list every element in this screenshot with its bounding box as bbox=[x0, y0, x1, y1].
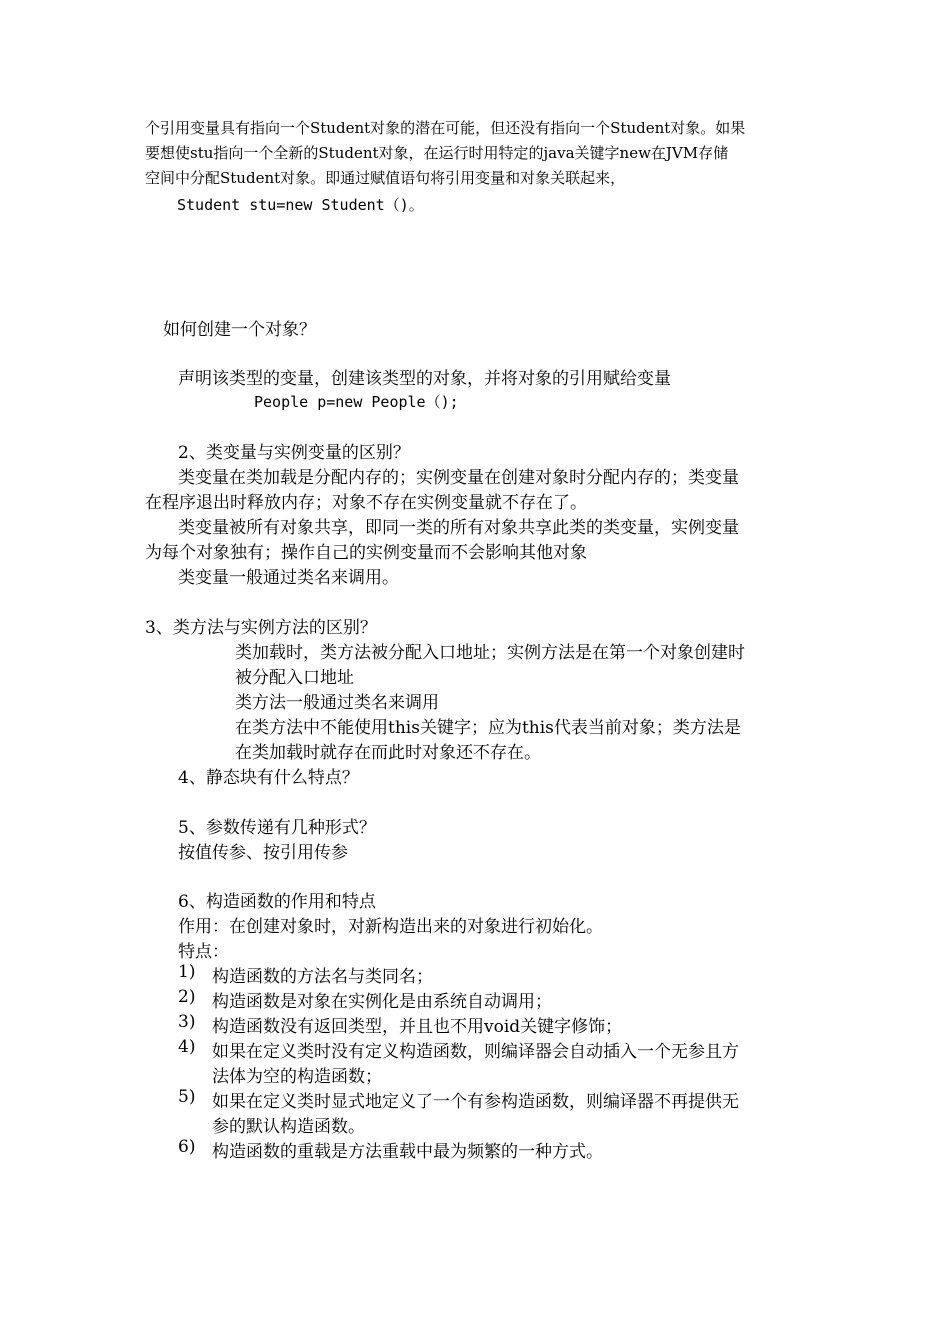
q6-item-3-num: 3) bbox=[178, 1012, 196, 1032]
q6-item-5-text-line-1: 如果在定义类时显式地定义了一个有参构造函数，则编译器不再提供无 bbox=[212, 1092, 739, 1112]
intro-code: Student stu=new Student（)。 bbox=[177, 196, 424, 214]
q2-line-2: 在程序退出时释放内存；对象不存在实例变量就不存在了。 bbox=[145, 493, 587, 513]
q6-item-1-text: 构造函数的方法名与类同名； bbox=[212, 967, 433, 987]
q3-line-1: 类加载时，类方法被分配入口地址；实例方法是在第一个对象创建时 bbox=[235, 643, 745, 663]
intro-line-3: 空间中分配Student对象。即通过赋值语句将引用变量和对象关联起来， bbox=[145, 169, 626, 187]
q6-item-4-text-line-1: 如果在定义类时没有定义构造函数，则编译器会自动插入一个无参且方 bbox=[212, 1042, 739, 1062]
q6-item-6-text: 构造函数的重载是方法重载中最为频繁的一种方式。 bbox=[212, 1142, 603, 1162]
q3-line-3: 类方法一般通过类名来调用 bbox=[235, 693, 439, 713]
q5-title: 5、参数传递有几种形式？ bbox=[178, 818, 376, 838]
q6-purpose: 作用：在创建对象时，对新构造出来的对象进行初始化。 bbox=[178, 917, 603, 937]
q5-answer: 按值传参、按引用传参 bbox=[178, 843, 348, 863]
q2-line-4: 为每个对象独有；操作自己的实例变量而不会影响其他对象 bbox=[145, 543, 587, 563]
intro-line-2: 要想使stu指向一个全新的Student对象，在运行时用特定的java关键字new在JVM存储 bbox=[145, 144, 729, 162]
q1-code: People p=new People（); bbox=[254, 393, 459, 411]
q6-item-6-num: 6) bbox=[178, 1137, 196, 1157]
q1-title: 如何创建一个对象？ bbox=[163, 320, 316, 340]
q3-title: 3、类方法与实例方法的区别？ bbox=[145, 618, 377, 638]
q2-line-5: 类变量一般通过类名来调用。 bbox=[178, 568, 399, 588]
q3-line-5: 在类加载时就存在而此时对象还不存在。 bbox=[235, 743, 541, 763]
q6-item-1-num: 1) bbox=[178, 962, 196, 982]
q6-item-4-text-line-2: 法体为空的构造函数； bbox=[212, 1067, 382, 1087]
q3-line-4: 在类方法中不能使用this关键字；应为this代表当前对象；类方法是 bbox=[235, 718, 741, 738]
q6-item-2-num: 2) bbox=[178, 987, 196, 1007]
q1-answer: 声明该类型的变量，创建该类型的对象，并将对象的引用赋给变量 bbox=[178, 369, 671, 389]
q4-title: 4、静态块有什么特点？ bbox=[178, 768, 359, 788]
q6-item-4-num: 4) bbox=[178, 1037, 196, 1057]
q6-item-2-text: 构造函数是对象在实例化是由系统自动调用； bbox=[212, 992, 552, 1012]
q6-item-5-num: 5) bbox=[178, 1087, 196, 1107]
q6-features-label: 特点： bbox=[178, 942, 229, 962]
q2-title: 2、类变量与实例变量的区别？ bbox=[178, 443, 410, 463]
q3-line-2: 被分配入口地址 bbox=[235, 668, 354, 688]
q6-title: 6、构造函数的作用和特点 bbox=[178, 892, 376, 912]
q2-line-3: 类变量被所有对象共享，即同一类的所有对象共享此类的类变量，实例变量 bbox=[178, 518, 739, 538]
q6-item-3-text: 构造函数没有返回类型，并且也不用void关键字修饰； bbox=[212, 1017, 623, 1037]
q6-item-5-text-line-2: 参的默认构造函数。 bbox=[212, 1117, 365, 1137]
intro-line-1: 个引用变量具有指向一个Student对象的潜在可能，但还没有指向一个Student对象。如果 bbox=[145, 119, 746, 137]
q2-line-1: 类变量在类加载是分配内存的；实例变量在创建对象时分配内存的；类变量 bbox=[178, 468, 739, 488]
